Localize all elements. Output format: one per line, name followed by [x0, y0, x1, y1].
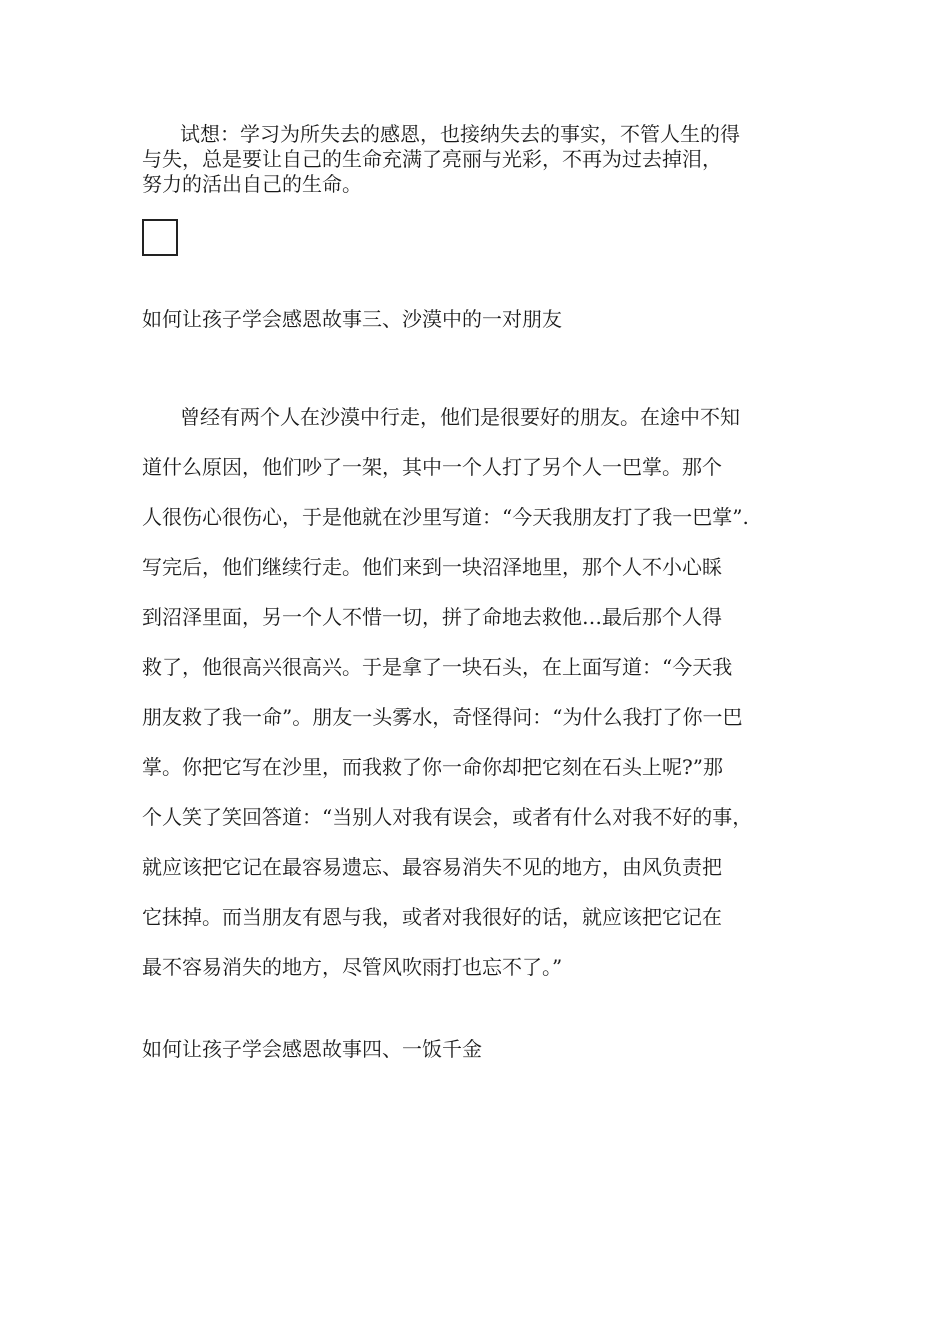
story3-line: 朋友救了我一命”。朋友一头雾水，奇怪得问：“为什么我打了你一巴	[142, 705, 743, 729]
story3-heading: 如何让孩子学会感恩故事三、沙漠中的一对朋友	[142, 307, 562, 331]
story3-line: 它抹掉。而当朋友有恩与我，或者对我很好的话，就应该把它记在	[142, 905, 722, 929]
story3-line: 道什么原因，他们吵了一架，其中一个人打了另个人一巴掌。那个	[142, 455, 722, 479]
intro-paragraph	[142, 122, 822, 197]
story4-heading: 如何让孩子学会感恩故事四、一饭千金	[142, 1037, 482, 1061]
story3-line: 曾经有两个人在沙漠中行走，他们是很要好的朋友。在途中不知	[180, 405, 740, 429]
story3-paragraph	[142, 392, 832, 992]
intro-line: 努力的活出自己的生命。	[142, 172, 362, 196]
intro-line: 试想：学习为所失去的感恩，也接纳失去的事实，不管人生的得	[180, 122, 740, 146]
story3-line: 最不容易消失的地方，尽管风吹雨打也忘不了。”	[142, 955, 563, 979]
story3-line: 就应该把它记在最容易遗忘、最容易消失不见的地方，由风负责把	[142, 855, 722, 879]
story3-line: 掌。你把它写在沙里，而我救了你一命你却把它刻在石头上呢?”那	[142, 755, 723, 779]
story3-line: 写完后，他们继续行走。他们来到一块沼泽地里，那个人不小心睬	[142, 555, 722, 579]
story3-line: 到沼泽里面，另一个人不惜一切，拼了命地去救他…最后那个人得	[142, 605, 722, 629]
image-placeholder-box	[142, 219, 178, 256]
story3-line: 救了，他很高兴很高兴。于是拿了一块石头，在上面写道：“今天我	[142, 655, 733, 679]
intro-line: 与失，总是要让自己的生命充满了亮丽与光彩，不再为过去掉泪，	[142, 147, 722, 171]
story3-line: 个人笑了笑回答道：“当别人对我有误会，或者有什么对我不好的事，	[142, 805, 753, 829]
story3-line: 人很伤心很伤心，于是他就在沙里写道：“今天我朋友打了我一巴掌”.	[142, 505, 749, 529]
